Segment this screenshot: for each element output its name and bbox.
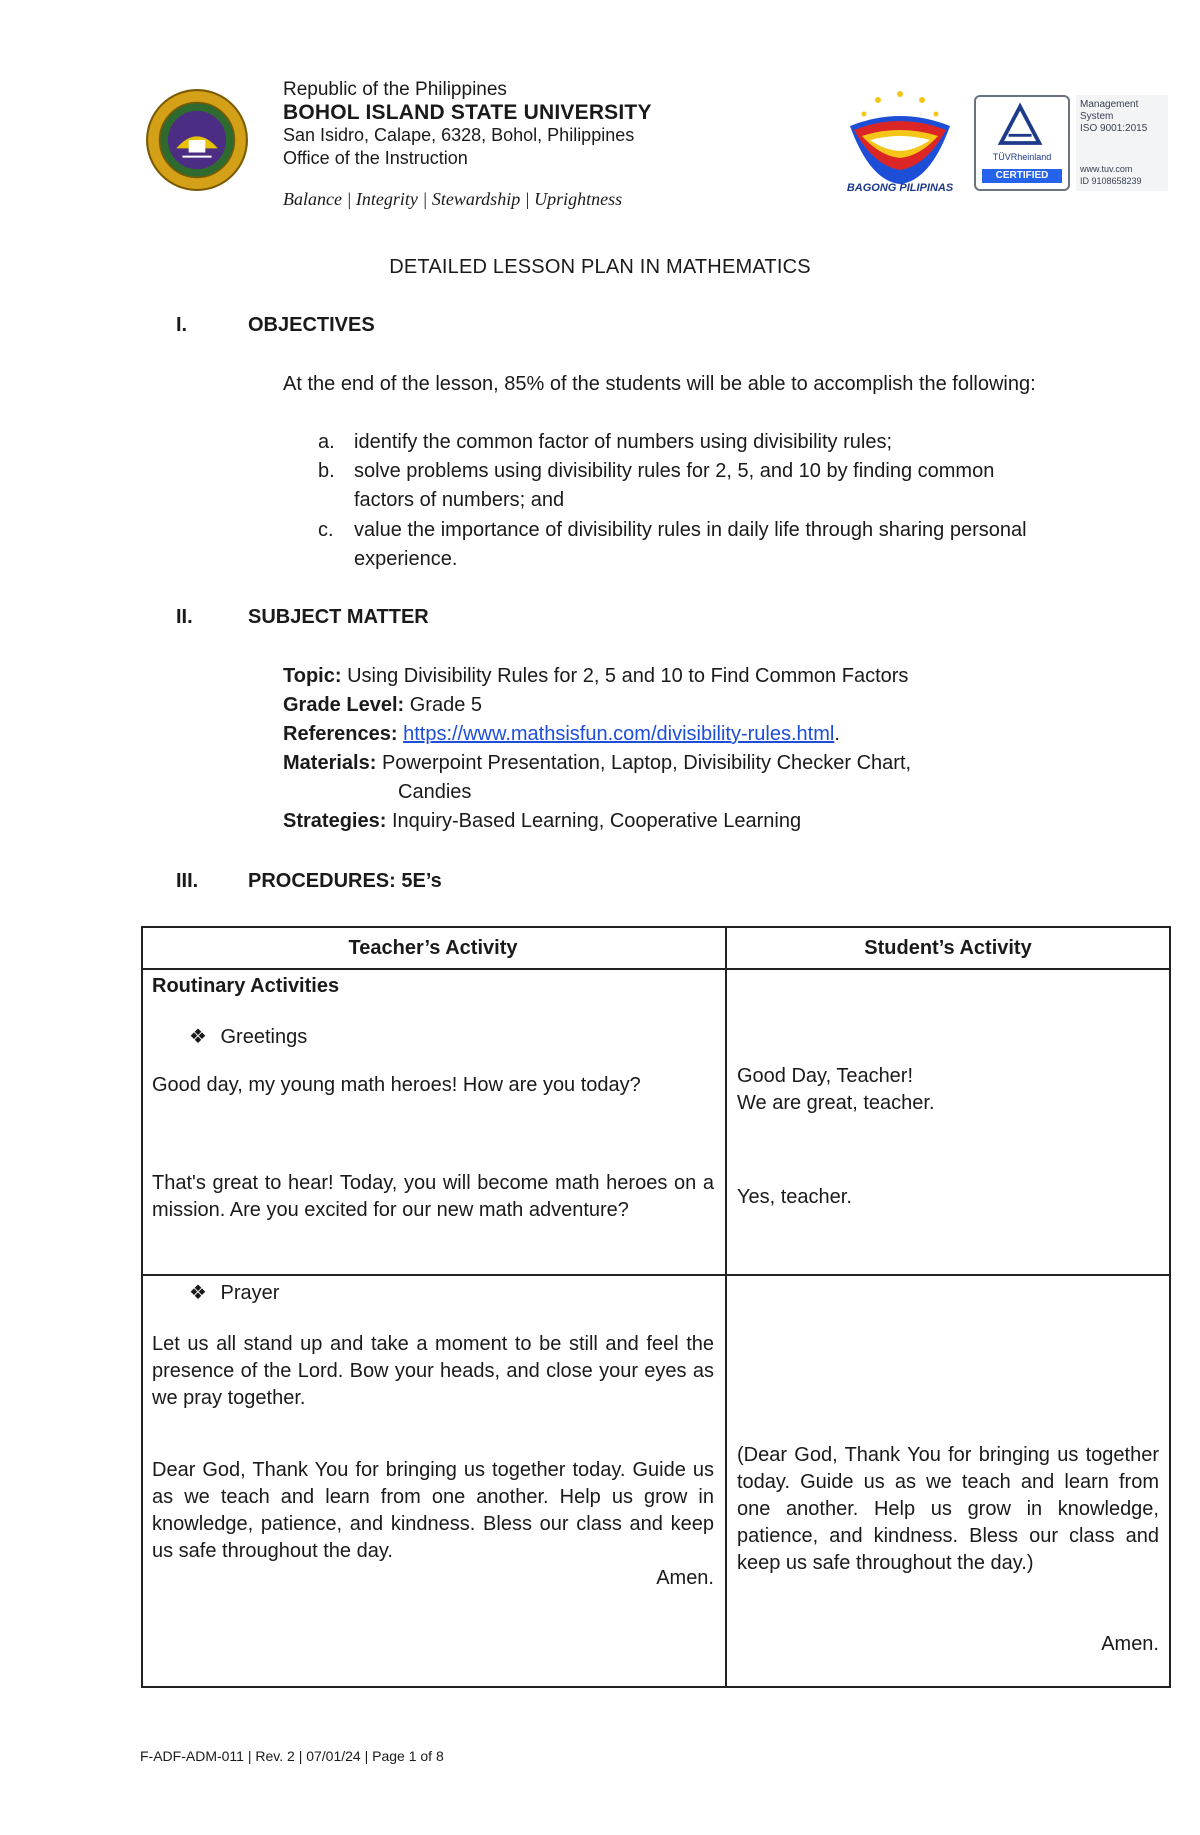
materials-continuation: Candies <box>398 781 472 803</box>
grade-line <box>283 691 482 720</box>
iso-info-panel <box>1076 95 1168 191</box>
table-border-bottom <box>141 1686 1171 1688</box>
section-number: I. <box>176 314 188 336</box>
teacher-excited-question: That's great to hear! Today, you will become math heroes on a mission. Are you excited for our new math adventure? <box>152 1172 714 1221</box>
topic-line <box>283 662 908 691</box>
topic-value: Using Divisibility Rules for 2, 5 and 10 to Find Common Factors <box>347 665 909 687</box>
diamond-bullet-icon: ❖ <box>189 1282 207 1304</box>
prayer-label: Prayer <box>220 1282 280 1304</box>
iso-footer <box>1080 163 1142 187</box>
topic-label: Topic: <box>283 665 342 687</box>
materials-label: Materials: <box>283 752 377 774</box>
section-label: OBJECTIVES <box>248 314 375 336</box>
document-title: DETAILED LESSON PLAN IN MATHEMATICS <box>389 256 811 278</box>
strategies-line <box>283 807 801 836</box>
section-number: III. <box>176 870 199 892</box>
iso-web: www.tuv.com <box>1080 164 1133 174</box>
objective-text: identify the common factor of numbers using divisibility rules; <box>354 431 893 453</box>
references-link[interactable]: https://www.mathsisfun.com/divisibility-rules.html <box>403 723 835 745</box>
grade-value: Grade 5 <box>409 694 482 716</box>
greetings-item <box>189 1024 307 1049</box>
greetings-label: Greetings <box>220 1026 308 1048</box>
iso-code: ISO 9001:2015 <box>1080 123 1148 134</box>
table-border-top <box>141 926 1171 928</box>
student-prayer: (Dear God, Thank You for bringing us together today. Guide us as we teach and learn from one another. Help us grow in knowledge, patience, and kindness. Bless our class and keep us safe throughout the day.) <box>737 1444 1159 1574</box>
strategies-label: Strategies: <box>283 810 387 832</box>
teacher-greeting: Good day, my young math heroes! How are you today? <box>152 1074 641 1096</box>
tuv-certification-badge <box>974 95 1168 191</box>
tuv-certified-label: CERTIFIED <box>982 169 1062 183</box>
student-amen: Amen. <box>1101 1633 1159 1655</box>
objective-marker: b. <box>318 460 335 482</box>
references-label: References: <box>283 723 398 745</box>
section-number: II. <box>176 606 193 628</box>
teacher-activity-header: Teacher’s Activity <box>348 937 518 959</box>
student-greeting-line1: Good Day, Teacher! <box>737 1065 914 1087</box>
objectives-intro: At the end of the lesson, 85% of the students will be able to accomplish the following: <box>283 373 1036 395</box>
table-border-right <box>1169 926 1171 1688</box>
bagong-pilipinas-logo-icon <box>840 86 960 196</box>
diamond-bullet-icon: ❖ <box>189 1026 207 1048</box>
header-university-name: BOHOL ISLAND STATE UNIVERSITY <box>283 101 652 124</box>
materials-line <box>283 749 911 778</box>
header-motto: Balance | Integrity | Stewardship | Uprightness <box>283 189 623 209</box>
activity-table <box>141 926 1171 1688</box>
student-activity-header: Student’s Activity <box>864 937 1032 959</box>
references-line <box>283 720 840 749</box>
student-greeting-line2: We are great, teacher. <box>737 1092 935 1114</box>
tuv-logo-box <box>974 95 1070 191</box>
header-office: Office of the Instruction <box>283 148 468 168</box>
references-period: . <box>834 723 840 745</box>
header-address: San Isidro, Calape, 6328, Bohol, Philippines <box>283 125 635 145</box>
teacher-prayer-intro: Let us all stand up and take a moment to be still and feel the presence of the Lord. Bow your heads, and close your eyes as we pray together. <box>152 1333 714 1409</box>
iso-title: Management System <box>1080 99 1139 122</box>
table-border-left <box>141 926 143 1688</box>
grade-label: Grade Level: <box>283 694 405 716</box>
table-column-divider <box>725 926 727 1688</box>
university-header <box>283 78 652 211</box>
teacher-prayer: Dear God, Thank You for bringing us together today. Guide us as we teach and learn from one another. Help us grow in knowledge, patience, and kindness. Bless our class and keep us safe throughout the day. <box>152 1459 714 1562</box>
materials-value: Powerpoint Presentation, Laptop, Divisibility Checker Chart, <box>381 752 912 774</box>
student-excited-answer: Yes, teacher. <box>737 1186 852 1208</box>
objective-item <box>318 457 1058 515</box>
document-footer: F-ADF-ADM-011 | Rev. 2 | 07/01/24 | Page 1 of 8 <box>140 1748 444 1764</box>
bagong-pilipinas-text: BAGONG PILIPINAS <box>846 182 954 194</box>
iso-id: ID 9108658239 <box>1080 176 1142 186</box>
header-republic: Republic of the Philippines <box>283 79 507 100</box>
university-seal-icon <box>145 88 249 192</box>
objective-text: solve problems using divisibility rules for 2, 5, and 10 by finding common factors of numbers; and <box>354 460 995 511</box>
routinary-activities-label: Routinary Activities <box>152 975 340 997</box>
objective-text: value the importance of divisibility rules in daily life through sharing personal experience. <box>354 519 1027 570</box>
objective-marker: c. <box>318 519 334 541</box>
tuv-brand-text: TÜVRheinland <box>992 152 1052 162</box>
strategies-value: Inquiry-Based Learning, Cooperative Learning <box>391 810 802 832</box>
table-header-divider <box>141 968 1171 970</box>
objective-item <box>318 516 1058 574</box>
section-label: PROCEDURES: 5E’s <box>248 870 442 892</box>
table-row-divider <box>141 1274 1171 1276</box>
section-label: SUBJECT MATTER <box>248 606 429 628</box>
objective-marker: a. <box>318 431 335 453</box>
prayer-item <box>189 1280 279 1305</box>
teacher-amen: Amen. <box>656 1567 714 1589</box>
objective-item <box>318 428 1058 457</box>
